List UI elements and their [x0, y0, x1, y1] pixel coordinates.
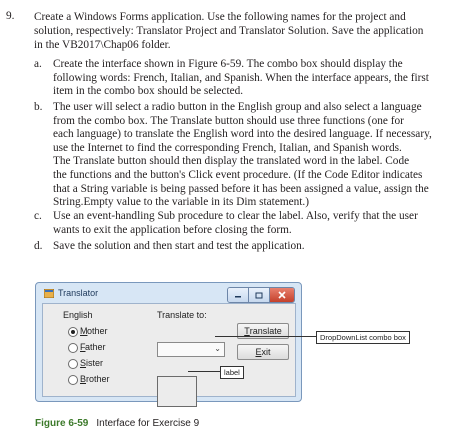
intro-line: Create a Windows Forms application. Use the following names for the project and — [34, 11, 406, 23]
radio-label: B — [80, 374, 87, 384]
radio-label: F — [80, 342, 86, 352]
translate-to-label: Translate to: — [157, 310, 207, 320]
item-line: each language) to translate the English word into the desired language. If necessary, — [53, 128, 432, 141]
window-title: Translator — [58, 288, 99, 298]
item-line: Use an event-handling Sub procedure to clear the label. Also, verify that the user — [53, 210, 418, 222]
radio-label: M — [80, 326, 88, 336]
item-label: d. — [34, 240, 43, 252]
item-line: The Translate button should then display the translated word in the label. Code — [53, 155, 410, 168]
radio-label-rest: rother — [86, 374, 110, 384]
intro-line: solution, respectively: Translator Project and Translator Solution. Save the application — [34, 25, 424, 37]
minimize-icon — [234, 292, 242, 298]
title-bar — [36, 283, 301, 305]
list-item — [34, 101, 464, 211]
translator-window — [35, 282, 302, 402]
item-line: Save the solution and then start and test the application. — [53, 240, 305, 252]
close-icon — [278, 291, 286, 299]
item-line: that a String variable is being passed before it has been assigned a value, assign the — [53, 182, 429, 195]
chevron-down-icon[interactable]: ⌄ — [214, 344, 221, 353]
maximize-button[interactable] — [249, 288, 270, 302]
list-item — [34, 58, 464, 100]
item-line: following words: French, Italian, and Spanish. When the interface appears, the first — [53, 71, 429, 84]
language-combo-box[interactable] — [157, 342, 225, 357]
minimize-button[interactable] — [228, 288, 249, 302]
item-line: wants to exit the application before closing the form. — [53, 223, 292, 236]
item-line: the functions and the button's Click event procedure. (If the Code Editor indicates — [53, 168, 423, 181]
translate-button-mnemonic: T — [244, 326, 250, 336]
figure-caption — [35, 418, 199, 429]
item-line: Create the interface shown in Figure 6-59. The combo box should display the — [53, 58, 403, 70]
radio-label-rest: ather — [85, 342, 106, 352]
translation-label — [157, 376, 197, 407]
callout-line — [188, 371, 220, 372]
item-line: String.Empty value to the variable in its Dim statement.) — [53, 196, 310, 209]
item-line: The user will select a radio button in the English group and also select a language — [53, 101, 422, 113]
maximize-icon — [255, 292, 263, 299]
radio-indicator[interactable] — [68, 375, 78, 385]
item-label: c. — [34, 210, 42, 222]
figure-title: Interface for Exercise 9 — [96, 418, 200, 429]
exit-button-mnemonic: E — [255, 347, 262, 357]
radio-label-rest: ister — [86, 358, 104, 368]
list-item — [34, 240, 464, 254]
radio-indicator[interactable] — [68, 327, 78, 337]
list-item — [34, 210, 464, 238]
radio-label-rest: other — [87, 326, 108, 336]
exercise-intro — [34, 10, 423, 52]
label-callout: label — [220, 366, 244, 379]
item-label: b. — [34, 101, 43, 113]
radio-indicator[interactable] — [68, 359, 78, 369]
item-line: use the Internet to find the corresponding French, Italian, and Spanish words. — [53, 141, 402, 154]
english-group-label: English — [63, 310, 93, 320]
radio-label: S — [80, 358, 87, 368]
close-button[interactable] — [270, 288, 294, 302]
intro-line: in the VB2017\Chap06 folder. — [34, 39, 171, 51]
form-icon — [44, 289, 54, 298]
dropdown-callout: DropDownList combo box — [316, 331, 410, 344]
exercise-number: 9. — [6, 10, 15, 22]
exit-button[interactable] — [237, 344, 289, 360]
radio-indicator[interactable] — [68, 343, 78, 353]
item-line: item in the combo box should be selected. — [53, 85, 244, 98]
form-client-area — [42, 303, 296, 397]
figure-number: Figure 6-59 — [35, 418, 89, 429]
item-label: a. — [34, 58, 42, 70]
window-controls — [227, 287, 295, 303]
exit-button-label: xit — [261, 347, 271, 357]
item-line: from the combo box. The Translate button should use three functions (one for — [53, 114, 404, 127]
translate-button-label: ranslate — [249, 326, 282, 336]
callout-line — [215, 336, 316, 337]
